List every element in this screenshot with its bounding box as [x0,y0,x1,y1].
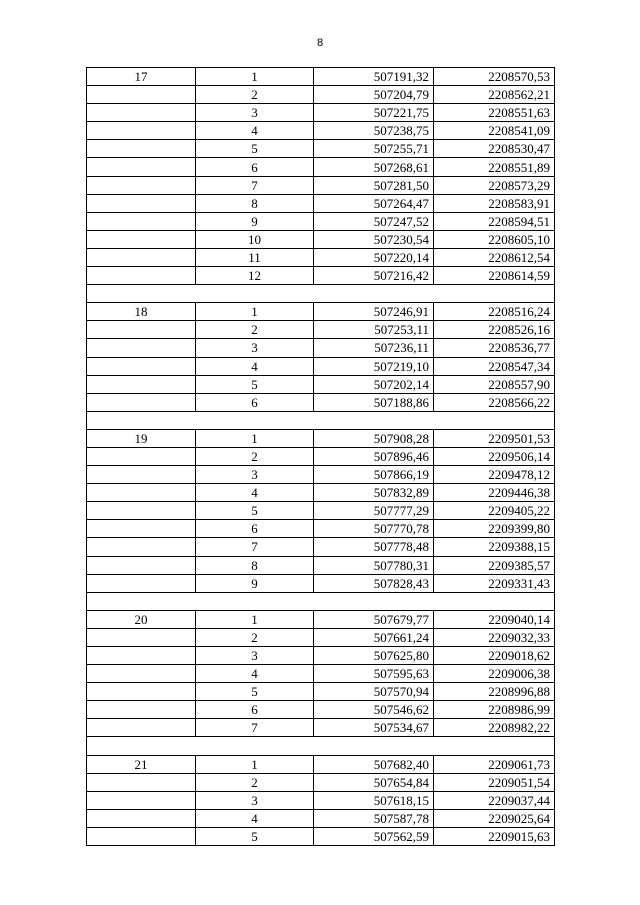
y-coordinate-cell: 2208594,51 [434,212,555,230]
plot-number-cell: 19 [87,429,196,447]
plot-number-cell-empty [87,375,196,393]
point-number-cell: 1 [196,303,314,321]
y-coordinate-cell: 2208583,91 [434,194,555,212]
point-number-cell: 9 [196,212,314,230]
y-coordinate-cell: 2208566,22 [434,393,555,411]
y-coordinate-cell: 2209015,63 [434,827,555,845]
table-row [87,484,555,502]
table-row [87,357,555,375]
point-number-cell: 6 [196,701,314,719]
plot-number-cell-empty [87,447,196,465]
x-coordinate-cell: 507220,14 [314,248,434,266]
y-coordinate-cell: 2208982,22 [434,719,555,737]
y-coordinate-cell: 2208612,54 [434,248,555,266]
plot-number-cell-empty [87,628,196,646]
point-number-cell: 4 [196,665,314,683]
table-row [87,375,555,393]
table-row [87,393,555,411]
plot-number-cell-empty [87,393,196,411]
x-coordinate-cell: 507246,91 [314,303,434,321]
point-number-cell: 3 [196,104,314,122]
spacer-cell [87,411,555,429]
x-coordinate-cell: 507238,75 [314,122,434,140]
table-spacer-row [87,737,555,755]
table-row [87,647,555,665]
point-number-cell: 4 [196,484,314,502]
point-number-cell: 10 [196,230,314,248]
point-number-cell: 12 [196,267,314,285]
plot-number-cell-empty [87,158,196,176]
y-coordinate-cell: 2208526,16 [434,321,555,339]
x-coordinate-cell: 507595,63 [314,665,434,683]
spacer-cell [87,592,555,610]
x-coordinate-cell: 507866,19 [314,466,434,484]
y-coordinate-cell: 2209478,12 [434,466,555,484]
plot-number-cell-empty [87,647,196,665]
point-number-cell: 4 [196,809,314,827]
y-coordinate-cell: 2209040,14 [434,610,555,628]
plot-number-cell-empty [87,357,196,375]
plot-number-cell: 17 [87,68,196,86]
point-number-cell: 6 [196,393,314,411]
coordinates-table [86,67,555,846]
point-number-cell: 1 [196,68,314,86]
plot-number-cell-empty [87,556,196,574]
table-row [87,574,555,592]
x-coordinate-cell: 507236,11 [314,339,434,357]
x-coordinate-cell: 507618,15 [314,791,434,809]
y-coordinate-cell: 2209331,43 [434,574,555,592]
plot-number-cell-empty [87,701,196,719]
point-number-cell: 5 [196,140,314,158]
y-coordinate-cell: 2208551,63 [434,104,555,122]
plot-number-cell: 21 [87,755,196,773]
plot-number-cell-empty [87,683,196,701]
y-coordinate-cell: 2209501,53 [434,429,555,447]
x-coordinate-cell: 507780,31 [314,556,434,574]
plot-number-cell-empty [87,230,196,248]
plot-number-cell-empty [87,248,196,266]
table-row [87,610,555,628]
plot-number-cell-empty [87,267,196,285]
y-coordinate-cell: 2208536,77 [434,339,555,357]
plot-number-cell-empty [87,719,196,737]
y-coordinate-cell: 2208605,10 [434,230,555,248]
point-number-cell: 2 [196,86,314,104]
x-coordinate-cell: 507682,40 [314,755,434,773]
y-coordinate-cell: 2208530,47 [434,140,555,158]
x-coordinate-cell: 507777,29 [314,502,434,520]
x-coordinate-cell: 507230,54 [314,230,434,248]
y-coordinate-cell: 2209061,73 [434,755,555,773]
y-coordinate-cell: 2209385,57 [434,556,555,574]
y-coordinate-cell: 2208551,89 [434,158,555,176]
coordinates-table-body [87,68,555,846]
point-number-cell: 5 [196,827,314,845]
point-number-cell: 1 [196,429,314,447]
y-coordinate-cell: 2209399,80 [434,520,555,538]
x-coordinate-cell: 507268,61 [314,158,434,176]
plot-number-cell-empty [87,194,196,212]
point-number-cell: 9 [196,574,314,592]
point-number-cell: 1 [196,610,314,628]
y-coordinate-cell: 2209388,15 [434,538,555,556]
plot-number-cell: 20 [87,610,196,628]
table-spacer-row [87,411,555,429]
table-row [87,701,555,719]
point-number-cell: 3 [196,791,314,809]
x-coordinate-cell: 507546,62 [314,701,434,719]
table-row [87,538,555,556]
y-coordinate-cell: 2208996,88 [434,683,555,701]
plot-number-cell-empty [87,520,196,538]
table-row [87,339,555,357]
table-row [87,68,555,86]
table-row [87,773,555,791]
table-row [87,466,555,484]
plot-number-cell-empty [87,140,196,158]
x-coordinate-cell: 507625,80 [314,647,434,665]
table-row [87,520,555,538]
table-row [87,755,555,773]
point-number-cell: 5 [196,502,314,520]
plot-number-cell-empty [87,104,196,122]
table-row [87,158,555,176]
x-coordinate-cell: 507587,78 [314,809,434,827]
table-row [87,827,555,845]
plot-number-cell-empty [87,538,196,556]
table-row [87,176,555,194]
plot-number-cell-empty [87,122,196,140]
y-coordinate-cell: 2209037,44 [434,791,555,809]
x-coordinate-cell: 507778,48 [314,538,434,556]
table-row [87,791,555,809]
x-coordinate-cell: 507770,78 [314,520,434,538]
table-row [87,429,555,447]
page-number: 8 [316,37,324,49]
table-row [87,140,555,158]
x-coordinate-cell: 507191,32 [314,68,434,86]
table-row [87,665,555,683]
table-row [87,86,555,104]
plot-number-cell-empty [87,176,196,194]
plot-number-cell-empty [87,466,196,484]
y-coordinate-cell: 2208557,90 [434,375,555,393]
y-coordinate-cell: 2208570,53 [434,68,555,86]
plot-number-cell-empty [87,321,196,339]
plot-number-cell-empty [87,773,196,791]
point-number-cell: 11 [196,248,314,266]
plot-number-cell-empty [87,212,196,230]
point-number-cell: 3 [196,466,314,484]
table-spacer-row [87,592,555,610]
plot-number-cell: 18 [87,303,196,321]
y-coordinate-cell: 2208541,09 [434,122,555,140]
point-number-cell: 8 [196,556,314,574]
table-row [87,447,555,465]
y-coordinate-cell: 2209018,62 [434,647,555,665]
y-coordinate-cell: 2208986,99 [434,701,555,719]
x-coordinate-cell: 507221,75 [314,104,434,122]
point-number-cell: 6 [196,520,314,538]
plot-number-cell-empty [87,574,196,592]
plot-number-cell-empty [87,502,196,520]
y-coordinate-cell: 2209051,54 [434,773,555,791]
table-row [87,502,555,520]
x-coordinate-cell: 507562,59 [314,827,434,845]
table-row [87,321,555,339]
table-row [87,556,555,574]
y-coordinate-cell: 2208614,59 [434,267,555,285]
point-number-cell: 2 [196,773,314,791]
x-coordinate-cell: 507534,67 [314,719,434,737]
x-coordinate-cell: 507661,24 [314,628,434,646]
point-number-cell: 2 [196,447,314,465]
x-coordinate-cell: 507216,42 [314,267,434,285]
table-row [87,809,555,827]
point-number-cell: 8 [196,194,314,212]
x-coordinate-cell: 507247,52 [314,212,434,230]
table-row [87,719,555,737]
x-coordinate-cell: 507679,77 [314,610,434,628]
table-spacer-row [87,285,555,303]
x-coordinate-cell: 507828,43 [314,574,434,592]
plot-number-cell-empty [87,791,196,809]
point-number-cell: 3 [196,339,314,357]
y-coordinate-cell: 2209032,33 [434,628,555,646]
point-number-cell: 2 [196,321,314,339]
table-row [87,683,555,701]
x-coordinate-cell: 507654,84 [314,773,434,791]
point-number-cell: 7 [196,719,314,737]
x-coordinate-cell: 507253,11 [314,321,434,339]
point-number-cell: 7 [196,538,314,556]
y-coordinate-cell: 2208562,21 [434,86,555,104]
y-coordinate-cell: 2208547,34 [434,357,555,375]
y-coordinate-cell: 2208573,29 [434,176,555,194]
point-number-cell: 4 [196,357,314,375]
point-number-cell: 7 [196,176,314,194]
y-coordinate-cell: 2209025,64 [434,809,555,827]
point-number-cell: 2 [196,628,314,646]
x-coordinate-cell: 507832,89 [314,484,434,502]
x-coordinate-cell: 507202,14 [314,375,434,393]
x-coordinate-cell: 507264,47 [314,194,434,212]
table-row [87,303,555,321]
plot-number-cell-empty [87,86,196,104]
plot-number-cell-empty [87,809,196,827]
x-coordinate-cell: 507570,94 [314,683,434,701]
x-coordinate-cell: 507255,71 [314,140,434,158]
y-coordinate-cell: 2208516,24 [434,303,555,321]
point-number-cell: 4 [196,122,314,140]
x-coordinate-cell: 507219,10 [314,357,434,375]
point-number-cell: 5 [196,375,314,393]
x-coordinate-cell: 507204,79 [314,86,434,104]
spacer-cell [87,737,555,755]
x-coordinate-cell: 507281,50 [314,176,434,194]
plot-number-cell-empty [87,665,196,683]
point-number-cell: 1 [196,755,314,773]
plot-number-cell-empty [87,827,196,845]
table-row [87,194,555,212]
table-row [87,628,555,646]
table-row [87,267,555,285]
y-coordinate-cell: 2209006,38 [434,665,555,683]
y-coordinate-cell: 2209446,38 [434,484,555,502]
table-row [87,230,555,248]
x-coordinate-cell: 507896,46 [314,447,434,465]
table-row [87,122,555,140]
plot-number-cell-empty [87,339,196,357]
spacer-cell [87,285,555,303]
table-row [87,104,555,122]
point-number-cell: 5 [196,683,314,701]
plot-number-cell-empty [87,484,196,502]
x-coordinate-cell: 507908,28 [314,429,434,447]
point-number-cell: 6 [196,158,314,176]
table-row [87,212,555,230]
point-number-cell: 3 [196,647,314,665]
y-coordinate-cell: 2209506,14 [434,447,555,465]
x-coordinate-cell: 507188,86 [314,393,434,411]
y-coordinate-cell: 2209405,22 [434,502,555,520]
table-row [87,248,555,266]
